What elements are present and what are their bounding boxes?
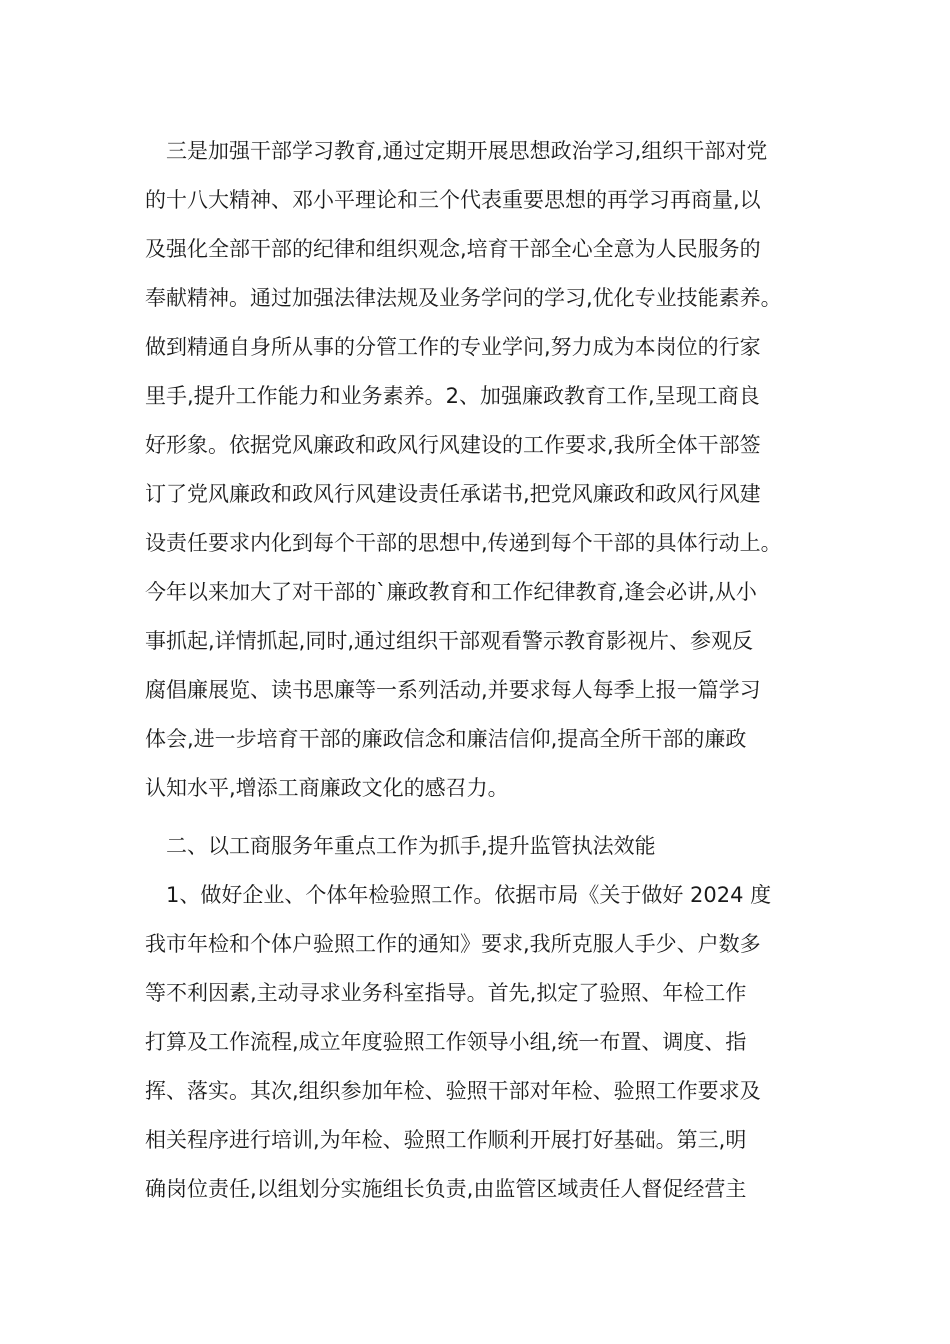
- text-line: 事抓起,详情抓起,同时,通过组织干部观看警示教育影视片、参观反: [145, 629, 754, 653]
- text-line: 及强化全部干部的纪律和组织观念,培育干部全心全意为人民服务的: [145, 237, 761, 261]
- text-line: 1、做好企业、个体年检验照工作。依据市局《关于做好 2024 度: [145, 883, 772, 907]
- text-line: 好形象。依据党风廉政和政风行风建设的工作要求,我所全体干部签: [145, 433, 761, 457]
- section-heading: 二、以工商服务年重点工作为抓手,提升监管执法效能: [145, 834, 656, 858]
- text-line: 设责任要求内化到每个干部的思想中,传递到每个干部的具体行动上。: [145, 531, 782, 555]
- text-line: 认知水平,增添工商廉政文化的感召力。: [145, 776, 509, 800]
- text-line: 体会,进一步培育干部的廉政信念和廉洁信仰,提高全所干部的廉政: [145, 727, 747, 751]
- text-line: 三是加强干部学习教育,通过定期开展思想政治学习,组织干部对党: [145, 139, 768, 163]
- text-line: 订了党风廉政和政风行风建设责任承诺书,把党风廉政和政风行风建: [145, 482, 761, 506]
- text-line: 的十八大精神、邓小平理论和三个代表重要思想的再学习再商量,以: [145, 188, 761, 212]
- text-line: 做到精通自身所从事的分管工作的专业学问,努力成为本岗位的行家: [145, 335, 761, 359]
- text-line: 腐倡廉展览、读书思廉等一系列活动,并要求每人每季上报一篇学习: [145, 678, 761, 702]
- text-line: 打算及工作流程,成立年度验照工作领导小组,统一布置、调度、指: [145, 1030, 747, 1054]
- text-line: 奉献精神。通过加强法律法规及业务学问的学习,优化专业技能素养。: [145, 286, 782, 310]
- text-line: 我市年检和个体户验照工作的通知》要求,我所克服人手少、户数多: [145, 932, 761, 956]
- text-line: 挥、落实。其次,组织参加年检、验照干部对年检、验照工作要求及: [145, 1079, 761, 1103]
- text-line: 等不利因素,主动寻求业务科室指导。首先,拟定了验照、年检工作: [145, 981, 747, 1005]
- text-line: 相关程序进行培训,为年检、验照工作顺利开展打好基础。第三,明: [145, 1128, 747, 1152]
- text-line: 确岗位责任,以组划分实施组长负责,由监管区域责任人督促经营主: [145, 1177, 747, 1201]
- text-line: 今年以来加大了对干部的`廉政教育和工作纪律教育,逢会必讲,从小: [145, 580, 757, 604]
- text-line: 里手,提升工作能力和业务素养。2、加强廉政教育工作,呈现工商良: [145, 384, 760, 408]
